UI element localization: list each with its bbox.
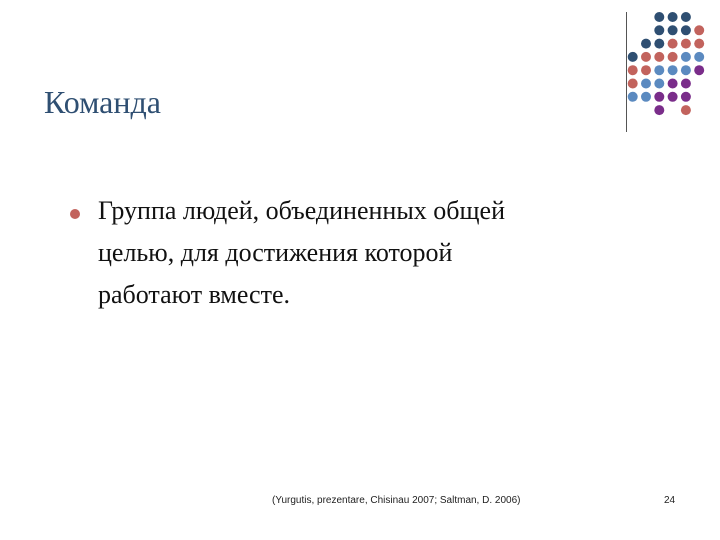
decorative-dot — [668, 39, 678, 49]
decorative-dot — [681, 65, 691, 75]
decorative-dot — [681, 25, 691, 35]
decorative-dot — [654, 92, 664, 102]
decorative-dot — [654, 105, 664, 115]
decorative-dot — [641, 79, 651, 89]
decorative-dot — [668, 65, 678, 75]
vertical-divider — [626, 12, 627, 132]
decorative-dot — [668, 79, 678, 89]
decorative-dot — [628, 92, 638, 102]
decorative-dot — [681, 39, 691, 49]
decorative-dot — [668, 52, 678, 62]
decorative-dot — [628, 79, 638, 89]
decorative-dot — [681, 105, 691, 115]
decorative-dot — [641, 65, 651, 75]
bullet-line: целью, для достижения которой — [98, 238, 453, 267]
decorative-dot — [641, 39, 651, 49]
decorative-dot — [654, 79, 664, 89]
decorative-dot — [654, 52, 664, 62]
bullet-line: Группа людей, объединенных общей — [98, 196, 505, 225]
decorative-dot — [628, 65, 638, 75]
page-number: 24 — [664, 495, 676, 506]
bullet-marker — [70, 209, 80, 219]
decorative-dot — [694, 39, 704, 49]
citation: (Yurgutis, prezentare, Chisinau 2007; Saltman, D. 2006) — [272, 495, 521, 506]
decorative-dot — [654, 39, 664, 49]
decorative-dot — [694, 52, 704, 62]
bullet-line: работают вместе. — [98, 280, 291, 309]
decorative-dot — [668, 12, 678, 22]
decorative-dot — [681, 92, 691, 102]
decorative-dot — [668, 92, 678, 102]
decorative-dot — [654, 25, 664, 35]
decorative-dot — [628, 52, 638, 62]
bullet-text — [98, 190, 638, 316]
decorative-dot — [654, 65, 664, 75]
decorative-dot — [641, 92, 651, 102]
decorative-dot — [681, 52, 691, 62]
decorative-dot — [668, 25, 678, 35]
decorative-dot — [654, 12, 664, 22]
decorative-dot — [681, 79, 691, 89]
decorative-dot — [694, 65, 704, 75]
decorative-dot — [641, 52, 651, 62]
decorative-dot — [694, 25, 704, 35]
slide-title: Команда — [44, 84, 161, 120]
decorative-dot — [681, 12, 691, 22]
